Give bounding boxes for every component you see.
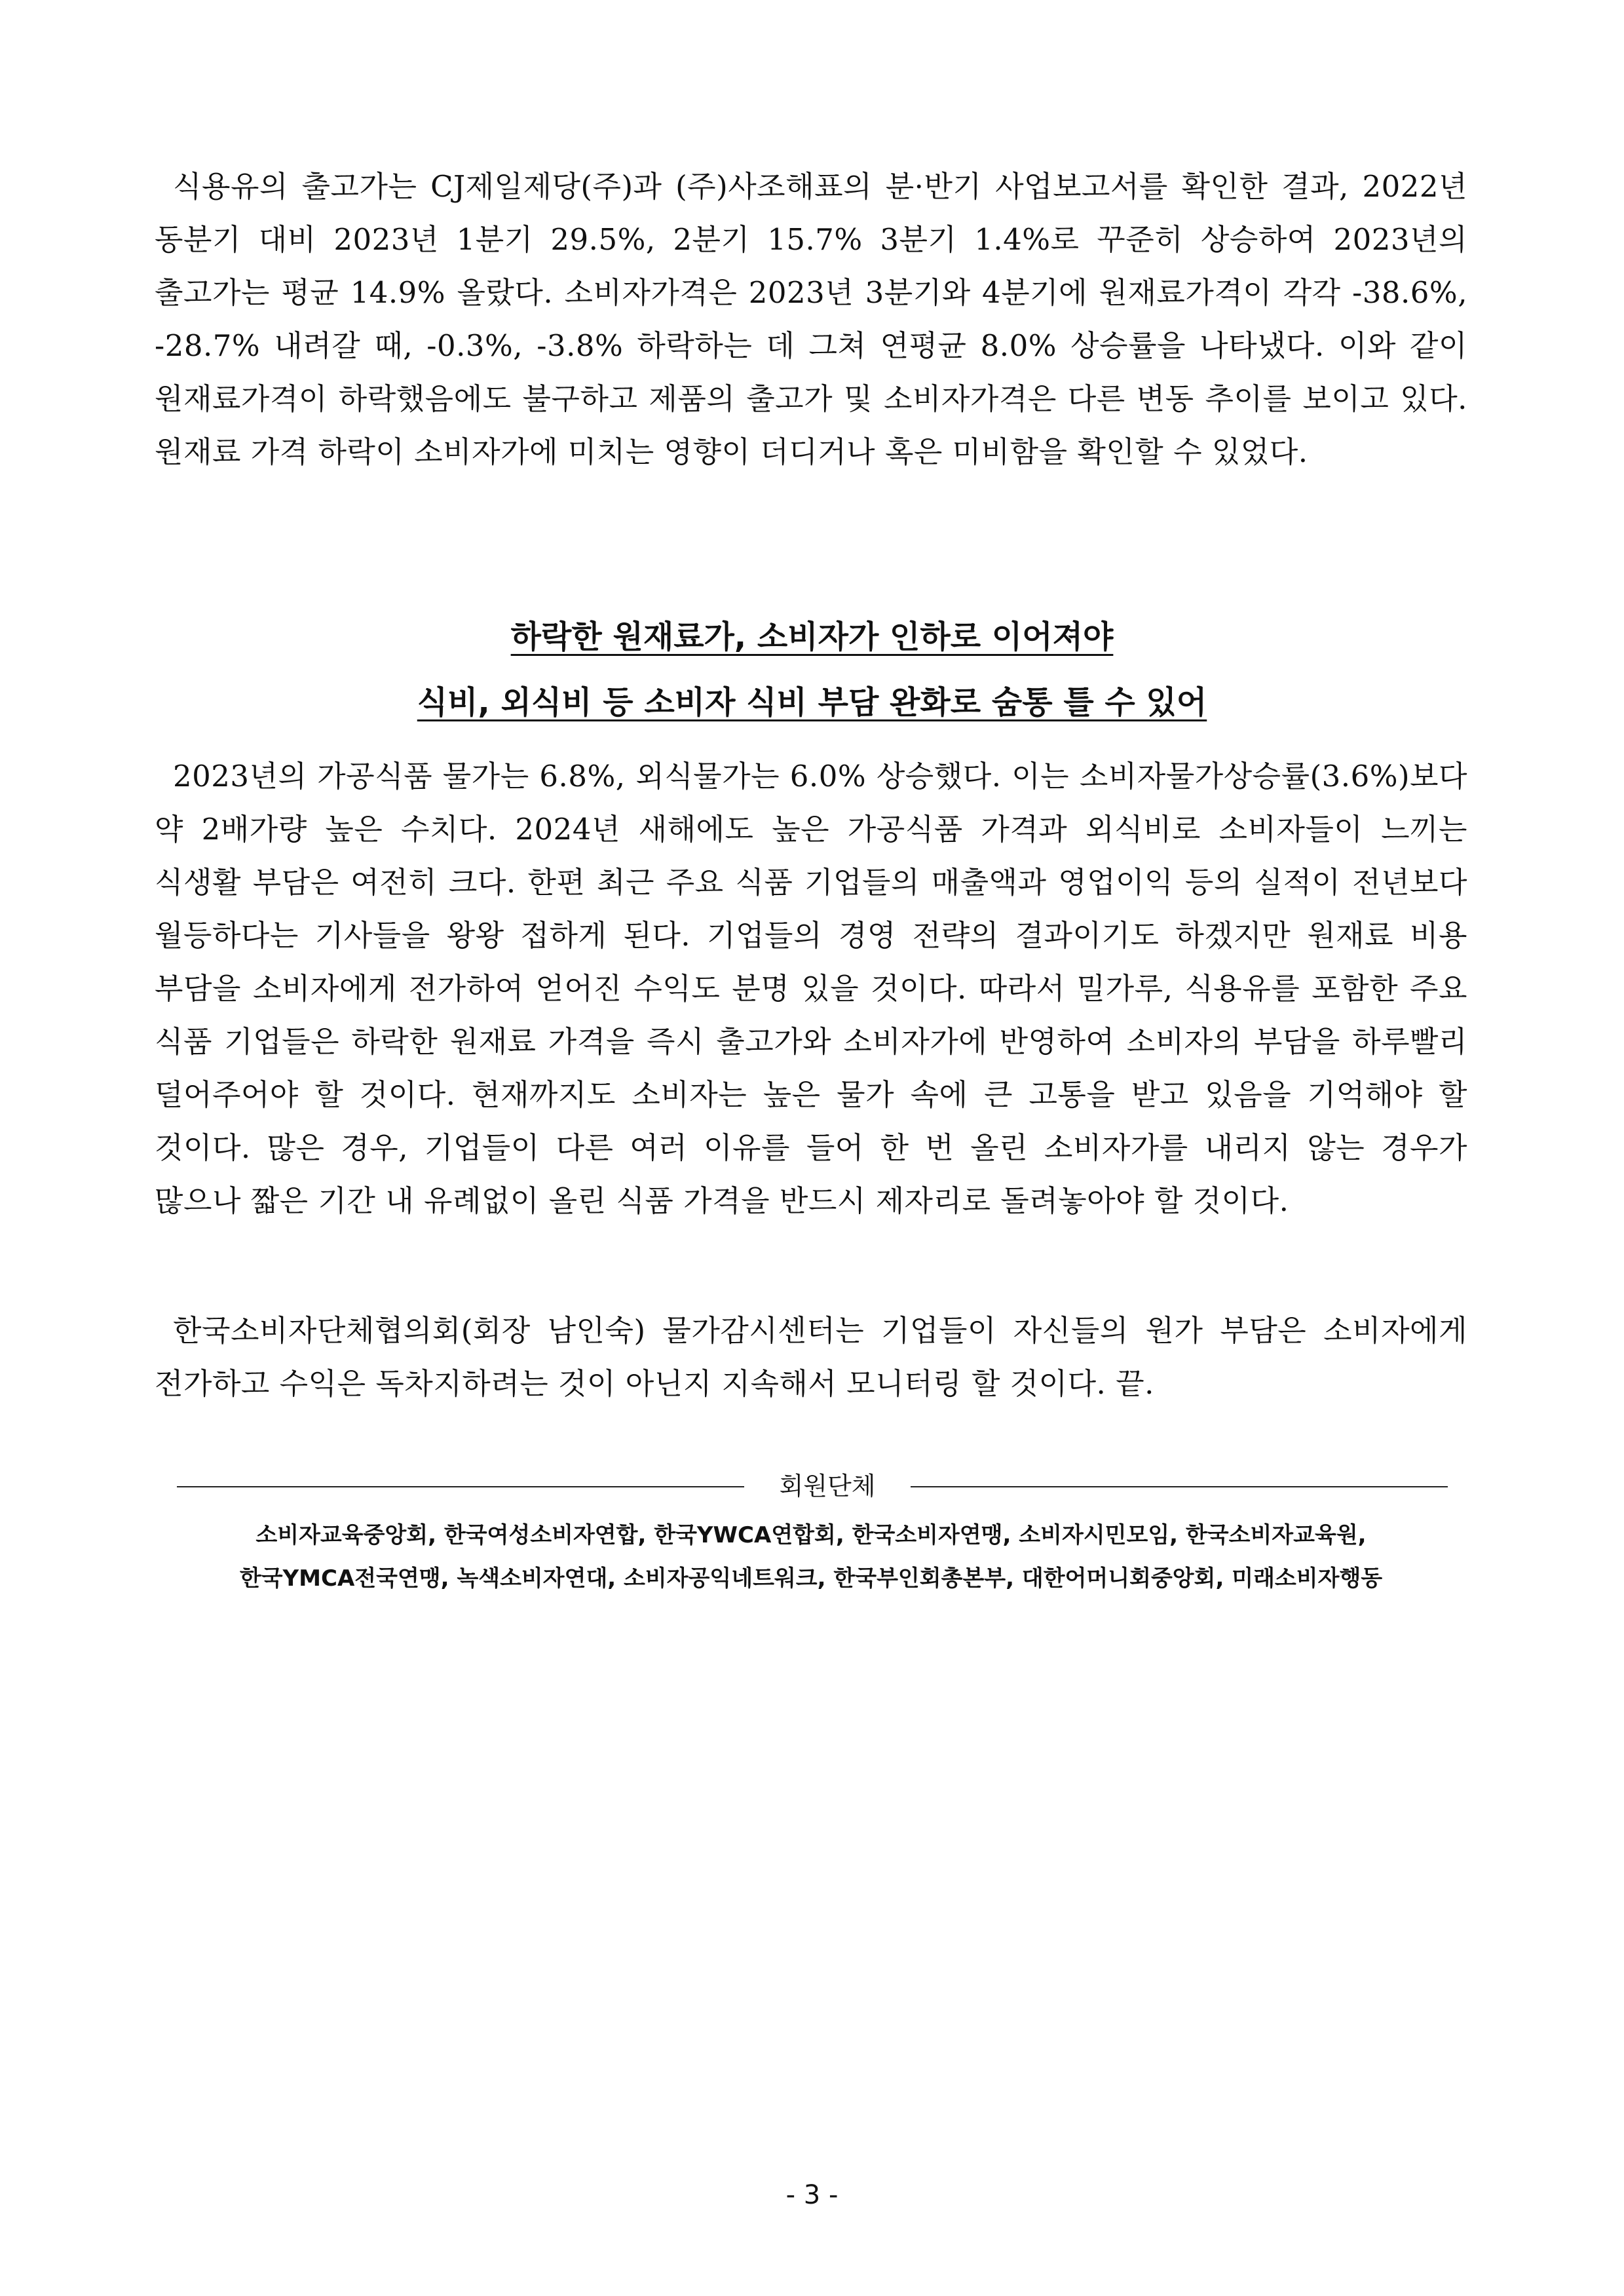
section-headline-1-text: 하락한 원재료가, 소비자가 인하로 이어져야 [510, 619, 1114, 655]
page-number: - 3 - [785, 2180, 839, 2210]
body-paragraph-processed-food-prices: 2023년의 가공식품 물가는 6.8%, 외식물가는 6.0% 상승했다. 이는 소비자물가상승률(3.6%)보다 약 2배가량 높은 수치다. 2024년 새해에도 높은 가공식품 가격과 외식비로 소비자들이 느끼는 식생활 부담은 여전히 크다. 한편 최근 주요 식품 기업들의 매출액과 영업이익 등의 실적이 전년보다 월등하다는 기사들을 왕왕 접하게 된다. 기업들의 경영 전략의 결과이기도 하겠지만 원재료 비용 부담을 소비자에게 전가하여 얻어진 수익도 분명 있을 것이다. 따라서 밀가루, 식용유를 포함한 주요 식품 기업들은 하락한 원재료 가격을 즉시 출고가와 소비자가에 반영하여 소비자의 부담을 하루빨리 덜어주어야 할 것이다. 현재까지도 소비자는 높은 물가 속에 큰 고통을 받고 있음을 기억해야 할 것이다. 많은 경우, 기업들이 다른 여러 이유를 들어 한 번 올린 소비자가를 내리지 않는 경우가 많으나 짧은 기간 내 유례없이 올린 식품 가격을 반드시 제자리로 돌려놓아야 할 것이다. [155, 759, 1467, 1218]
member-organizations-line-1: 소비자교육중앙회, 한국여성소비자연합, 한국YWCA연합회, 한국소비자연맹, 소비자시민모임, 한국소비자교육원, [255, 1522, 1367, 1548]
member-organizations-list [155, 1514, 1467, 1600]
member-organizations-header [177, 1466, 1448, 1506]
member-organizations-title: 회원단체 [779, 1472, 876, 1501]
divider-line-right [911, 1486, 1448, 1487]
section-headline-2-text: 식비, 외식비 등 소비자 식비 부담 완화로 숨통 틀 수 있어 [417, 684, 1207, 721]
body-paragraph-cooking-oil-prices: 식용유의 출고가는 CJ제일제당(주)과 (주)사조해표의 분·반기 사업보고서를 확인한 결과, 2022년 동분기 대비 2023년 1분기 29.5%, 2분기 15.7% 3분기 1.4%로 꾸준히 상승하여 2023년의 출고가는 평균 14.9% 올랐다. 소비자가격은 2023년 3분기와 4분기에 원재료가격이 각각 -38.6%, -28.7% 내려갈 때, -0.3%, -3.8% 하락하는 데 그쳐 연평균 8.0% 상승률을 나타냈다. 이와 같이 원재료가격이 하락했음에도 불구하고 제품의 출고가 및 소비자가격은 다른 변동 추이를 보이고 있다. 원재료 가격 하락이 소비자가에 미치는 영향이 더디거나 혹은 미비함을 확인할 수 있었다. [155, 169, 1467, 469]
section-headline-1 [0, 616, 1624, 658]
section-headline-2 [0, 681, 1624, 723]
body-paragraph-monitoring-statement: 한국소비자단체협의회(회장 남인숙) 물가감시센터는 기업들이 자신들의 원가 부담은 소비자에게 전가하고 수익은 독차지하려는 것이 아닌지 지속해서 모니터링 할 것이다. 끝. [155, 1313, 1467, 1401]
divider-line-left [177, 1486, 744, 1487]
member-organizations-line-2: 한국YMCA전국연맹, 녹색소비자연대, 소비자공익네트워크, 한국부인회총본부, 대한어머니회중앙회, 미래소비자행동 [239, 1565, 1383, 1592]
